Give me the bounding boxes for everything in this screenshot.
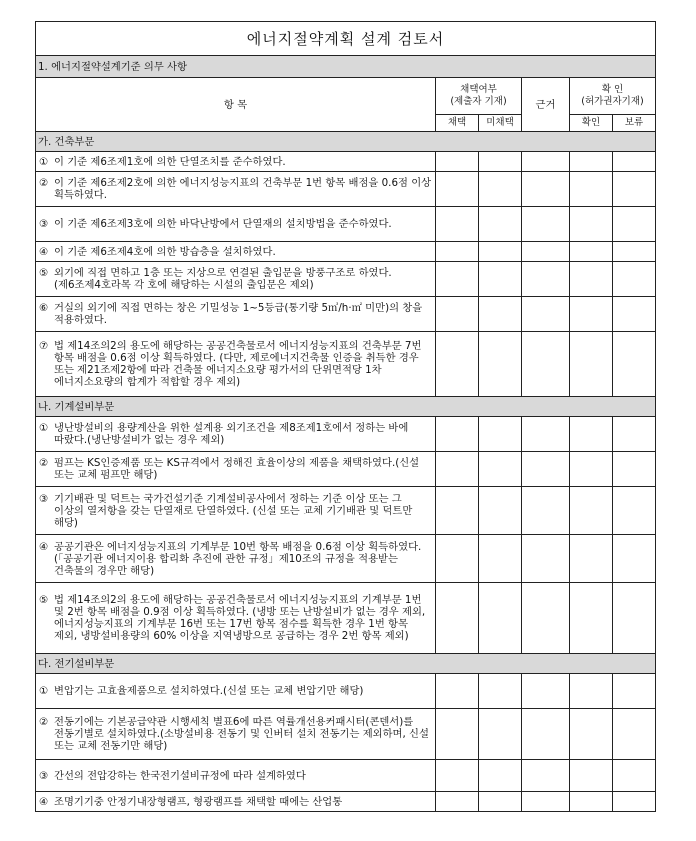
adopt-checkbox-cell[interactable] [436,172,479,207]
basis-cell[interactable] [522,297,570,332]
table-row [36,452,656,487]
item-number: ① [39,155,49,168]
group-heading: 가. 건축부문 [36,132,656,152]
adopt-checkbox-cell[interactable] [436,207,479,242]
basis-cell[interactable] [522,674,570,709]
group-row [36,132,656,152]
hold-cell[interactable] [613,262,656,297]
item-text: 거실의 외기에 직접 면하는 창은 기밀성능 1~5등급(통기량 5㎥/h·㎡ 미만)의 창을 적용하였다. [54,302,423,326]
not-adopt-checkbox-cell[interactable] [479,207,522,242]
item-text: 펌프는 KS인증제품 또는 KS규격에서 정해진 효율이상의 제품을 채택하였다.(신설 또는 교체 펌프만 해당) [54,457,420,481]
adopt-checkbox-cell[interactable] [436,297,479,332]
not-adopt-checkbox-cell[interactable] [479,583,522,654]
basis-cell[interactable] [522,332,570,397]
item-text: 법 제14조의2의 용도에 해당하는 공공건축물로서 에너지성능지표의 건축부문 7번 항목 배점을 0.6점 이상 획득하였다. (다만, 제로에너지건축물 인증을 취득한 경우 또는 제21조제2항에 따라 건축물 에너지소요량 평가서의 단위면적당 1차 에너지소요량의 합계가 적합할 경우 제외) [54,340,422,388]
hold-cell[interactable] [613,417,656,452]
confirm-cell[interactable] [570,207,613,242]
table-row [36,207,656,242]
item-cell [36,172,436,207]
adopt-checkbox-cell[interactable] [436,535,479,583]
hold-cell[interactable] [613,452,656,487]
confirm-cell[interactable] [570,583,613,654]
table-row [36,172,656,207]
item-cell [36,674,436,709]
item-cell [36,760,436,792]
table-row [36,152,656,172]
header-adopt: 채택 [436,115,479,132]
hold-cell[interactable] [613,297,656,332]
confirm-cell[interactable] [570,417,613,452]
item-text: 이 기준 제6조제3호에 의한 바닥난방에서 단열재의 설치방법을 준수하였다. [54,218,392,230]
item-cell [36,583,436,654]
adopt-checkbox-cell[interactable] [436,452,479,487]
item-number: ④ [39,795,49,808]
item-text: 이 기준 제6조제2호에 의한 에너지성능지표의 건축부문 1번 항목 배점을 0.6점 이상 획득하였다. [54,177,432,201]
adopt-checkbox-cell[interactable] [436,760,479,792]
item-cell [36,709,436,760]
basis-cell[interactable] [522,487,570,535]
header-item: 항 목 [36,78,436,132]
item-number: ③ [39,218,49,230]
item-number: ① [39,422,49,434]
not-adopt-checkbox-cell[interactable] [479,262,522,297]
header-confirm-ok: 확인 [570,115,613,132]
table-row [36,760,656,792]
item-cell [36,487,436,535]
item-number: ② [39,457,49,469]
review-form-table [35,21,656,812]
item-cell [36,152,436,172]
item-number: ② [39,177,49,189]
item-text: 이 기준 제6조제1호에 의한 단열조치를 준수하였다. [54,155,286,168]
not-adopt-checkbox-cell[interactable] [479,535,522,583]
header-not-adopt: 미채택 [479,115,522,132]
basis-cell[interactable] [522,792,570,812]
item-number: ⑤ [39,594,49,606]
not-adopt-checkbox-cell[interactable] [479,242,522,262]
item-cell [36,417,436,452]
adopt-checkbox-cell[interactable] [436,152,479,172]
not-adopt-checkbox-cell[interactable] [479,172,522,207]
group-heading: 나. 기계설비부문 [36,397,656,417]
not-adopt-checkbox-cell[interactable] [479,709,522,760]
basis-cell[interactable] [522,152,570,172]
form-title: 에너지절약계획 설계 검토서 [36,22,656,56]
table-row [36,242,656,262]
confirm-cell[interactable] [570,760,613,792]
hold-cell[interactable] [613,674,656,709]
hold-cell[interactable] [613,792,656,812]
header-check: 채택여부 (제출자 기재) [436,78,522,115]
hold-cell[interactable] [613,207,656,242]
item-cell [36,452,436,487]
basis-cell[interactable] [522,760,570,792]
header-basis: 근거 [522,78,570,132]
table-row [36,332,656,397]
basis-cell[interactable] [522,535,570,583]
item-cell [36,262,436,297]
confirm-cell[interactable] [570,487,613,535]
basis-cell[interactable] [522,709,570,760]
not-adopt-checkbox-cell[interactable] [479,297,522,332]
confirm-cell[interactable] [570,709,613,760]
hold-cell[interactable] [613,172,656,207]
item-text: 간선의 전압강하는 한국전기설비규정에 따라 설계하였다 [54,769,306,782]
item-number: ① [39,685,49,697]
basis-cell[interactable] [522,207,570,242]
basis-cell[interactable] [522,452,570,487]
section-heading: 1. 에너지절약설계기준 의무 사항 [36,56,656,78]
item-text: 전동기에는 기본공급약관 시행세칙 별표6에 따른 역률개선용커패시터(콘덴서)를 전동기별로 설치하였다.(소방설비용 전동기 및 인버터 설치 전동기는 제외하며, 신설 또는 교체 전동기만 해당) [54,716,429,752]
table-row [36,674,656,709]
basis-cell[interactable] [522,583,570,654]
hold-cell[interactable] [613,152,656,172]
item-cell [36,792,436,812]
not-adopt-checkbox-cell[interactable] [479,487,522,535]
not-adopt-checkbox-cell[interactable] [479,332,522,397]
hold-cell[interactable] [613,242,656,262]
item-text: 외기에 직접 면하고 1층 또는 지상으로 연결된 출입문을 방풍구조로 하였다.(제6조제4호라목 각 호에 해당하는 시설의 출입문은 제외) [54,267,392,291]
item-number: ⑥ [39,302,49,314]
hold-cell[interactable] [613,535,656,583]
table-row [36,417,656,452]
item-number: ③ [39,492,49,505]
table-row [36,709,656,760]
item-cell [36,242,436,262]
table-row [36,583,656,654]
item-cell [36,207,436,242]
item-text: 기기배관 및 덕트는 국가건설기준 기계설비공사에서 정하는 기준 이상 또는 그 이상의 열저항을 갖는 단열재로 단열하였다. (신설 또는 교체 기기배관 및 덕트만 해당) [54,492,413,529]
group-row [36,397,656,417]
item-number: ④ [39,245,49,258]
hold-cell[interactable] [613,332,656,397]
confirm-cell[interactable] [570,152,613,172]
confirm-cell[interactable] [570,262,613,297]
hold-cell[interactable] [613,709,656,760]
group-row [36,654,656,674]
item-text: 이 기준 제6조제4호에 의한 방습층을 설치하였다. [54,245,276,258]
item-text: 냉난방설비의 용량계산을 위한 설계용 외기조건을 제8조제1호에서 정하는 바에 따랐다.(냉난방설비가 없는 경우 제외) [54,422,409,446]
basis-cell[interactable] [522,172,570,207]
item-text: 조명기기중 안정기내장형램프, 형광램프를 채택할 때에는 산업통 [54,795,343,808]
header-confirm: 확 인 (허가권자기재) [570,78,656,115]
item-number: ② [39,716,49,728]
table-row [36,262,656,297]
confirm-cell[interactable] [570,332,613,397]
hold-cell[interactable] [613,583,656,654]
basis-cell[interactable] [522,262,570,297]
header-hold: 보류 [613,115,656,132]
not-adopt-checkbox-cell[interactable] [479,674,522,709]
item-cell [36,535,436,583]
not-adopt-checkbox-cell[interactable] [479,417,522,452]
table-row [36,535,656,583]
confirm-cell[interactable] [570,242,613,262]
basis-cell[interactable] [522,242,570,262]
item-cell [36,332,436,397]
hold-cell[interactable] [613,760,656,792]
item-text: 변압기는 고효율제품으로 설치하였다.(신설 또는 교체 변압기만 해당) [54,685,364,697]
item-text: 법 제14조의2의 용도에 해당하는 공공건축물로서 에너지성능지표의 기계부문 1번 및 2번 항목 배점을 0.9점 이상 획득하였다. (냉방 또는 난방설비가 없는 경우 제외, 에너지성능지표의 기계부문 16번 또는 17번 항목 점수를 획득한 경우 1번 항목 제외, 냉방설비용량의 60% 이상을 지역냉방으로 공급하는 경우 2번 항목 제외) [54,594,426,642]
hold-cell[interactable] [613,487,656,535]
confirm-cell[interactable] [570,535,613,583]
table-row [36,792,656,812]
item-text: 공공기관은 에너지성능지표의 기계부문 10번 항목 배점을 0.6점 이상 획득하였다.(「공공기관 에너지이용 합리화 추진에 관한 규정」제10조의 규정을 적용받는 건축물의 경우만 해당) [54,540,422,577]
adopt-checkbox-cell[interactable] [436,487,479,535]
item-number: ⑦ [39,340,49,352]
confirm-cell[interactable] [570,172,613,207]
item-number: ⑤ [39,267,49,279]
adopt-checkbox-cell[interactable] [436,674,479,709]
confirm-cell[interactable] [570,297,613,332]
adopt-checkbox-cell[interactable] [436,332,479,397]
item-number: ④ [39,540,49,553]
adopt-checkbox-cell[interactable] [436,709,479,760]
not-adopt-checkbox-cell[interactable] [479,152,522,172]
adopt-checkbox-cell[interactable] [436,792,479,812]
item-number: ③ [39,769,49,782]
group-heading: 다. 전기설비부문 [36,654,656,674]
not-adopt-checkbox-cell[interactable] [479,760,522,792]
adopt-checkbox-cell[interactable] [436,417,479,452]
table-row [36,487,656,535]
adopt-checkbox-cell[interactable] [436,583,479,654]
confirm-cell[interactable] [570,792,613,812]
confirm-cell[interactable] [570,452,613,487]
basis-cell[interactable] [522,417,570,452]
adopt-checkbox-cell[interactable] [436,262,479,297]
item-cell [36,297,436,332]
confirm-cell[interactable] [570,674,613,709]
not-adopt-checkbox-cell[interactable] [479,792,522,812]
adopt-checkbox-cell[interactable] [436,242,479,262]
not-adopt-checkbox-cell[interactable] [479,452,522,487]
table-row [36,297,656,332]
